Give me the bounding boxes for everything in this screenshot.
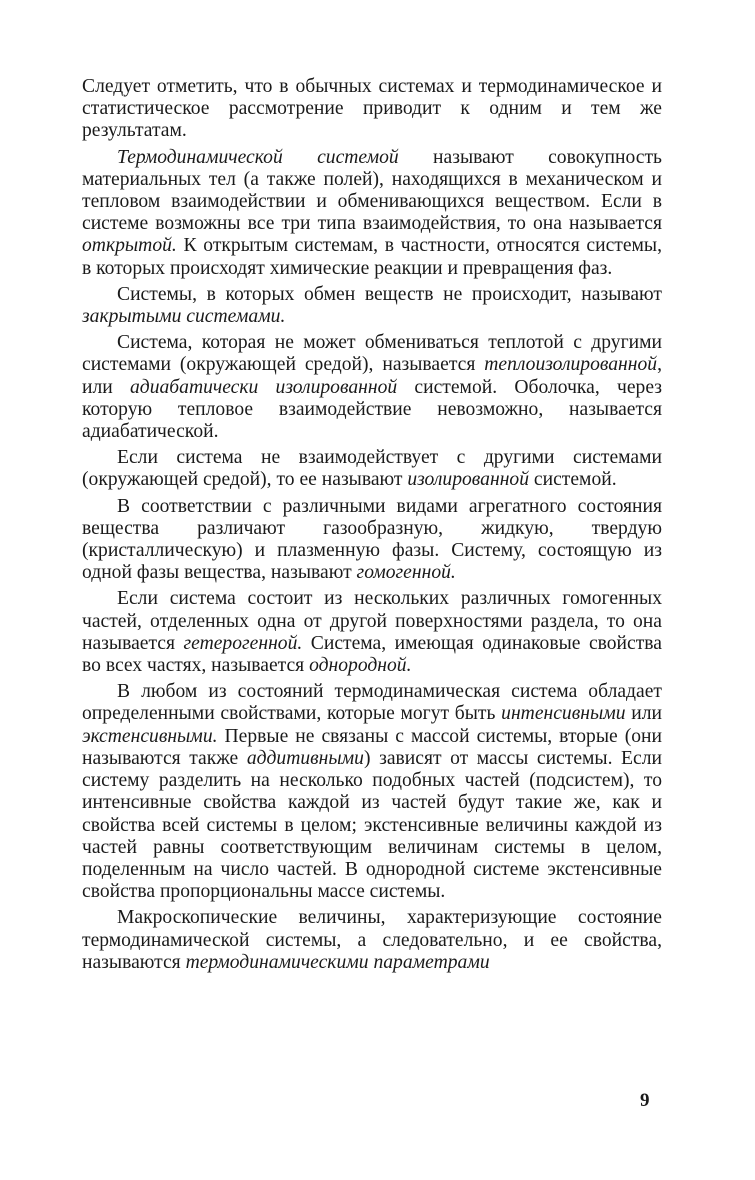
- text-run: Системы, в которых обмен веществ не происходит, называют: [117, 283, 662, 305]
- italic-term: экстенсивными.: [82, 725, 218, 747]
- text-run: Первые не связаны с массой системы, вторые (они называются также: [82, 725, 662, 769]
- page-number: 9: [640, 1090, 650, 1111]
- italic-term: однородной.: [309, 655, 412, 677]
- paragraph: [82, 496, 662, 585]
- paragraph: [82, 681, 662, 903]
- paragraph: [82, 284, 662, 328]
- paragraph: [82, 447, 662, 491]
- paragraph: [82, 907, 662, 974]
- paragraph: [82, 147, 662, 280]
- italic-term: закрытыми системами.: [82, 306, 286, 328]
- italic-term: термодинамическими параметрами: [185, 951, 490, 973]
- italic-term: адиабатически изолированной: [129, 376, 398, 398]
- text-run: Следует отметить, что в обычных системах и термодинамическое и статистическое рассмотрение приводит к одним и тем же результатам.: [82, 76, 662, 142]
- text-run: В соответствии с различными видами агрегатного состояния вещества различают газообразную, жидкую, твердую (кристаллическую) и плазменную фазы. Систему, состоящую из одной фазы вещества, называют: [82, 495, 662, 584]
- italic-term: изолированной: [407, 469, 530, 491]
- paragraph: [82, 76, 662, 143]
- text-run: К открытым системам, в частности, относятся системы, в которых происходят химические реакции и превращения фаз.: [82, 235, 662, 279]
- text-run: Система, имеющая одинаковые свойства во всех частях, называется: [82, 632, 662, 677]
- text-run: , или: [82, 354, 662, 398]
- text-run: ) зависят от массы системы. Если систему разделить на несколько подобных частей (подсистем), то интенсивные свойства каждой из частей будут такие же, как и свойства всей системы в целом; экстенсивные величины каждой из частей равны соответствующим величинам системы в целом, поделенным на число частей. В однородной системе экстенсивные свойства пропорциональны массе системы.: [82, 747, 662, 903]
- text-run: или: [625, 703, 662, 725]
- paragraph: [82, 588, 662, 677]
- italic-term: открытой.: [82, 235, 177, 257]
- body-text: [82, 76, 662, 974]
- text-run: называют совокупность материальных тел (а также полей), находящихся в механическом и тепловом взаимодействии и обменивающихся веществом. Если в системе возможны все три типа взаимодействия, то она называется: [82, 146, 662, 235]
- text-run: Система, которая не может обмениваться теплотой с другими системами (окружающей средой), называется: [82, 332, 662, 376]
- italic-term: гетерогенной.: [183, 632, 303, 654]
- text-run: системой. Оболочка, через которую тепловое взаимодействие невозможно, называется адиабатической.: [82, 376, 662, 443]
- italic-term: интенсивными: [501, 703, 626, 725]
- text-run: Если система состоит из нескольких различных гомогенных частей, отделенных одна от другой поверхностями раздела, то она называется: [82, 588, 662, 654]
- italic-term: гомогенной.: [356, 562, 456, 584]
- italic-term: аддитивными: [246, 747, 364, 769]
- italic-term: теплоизолированной: [484, 354, 658, 376]
- text-run: Если система не взаимодействует с другими системами (окружающей средой), то ее называют: [82, 447, 662, 491]
- paragraph: [82, 332, 662, 443]
- italic-term: Термодинамической системой: [117, 146, 399, 168]
- text-run: Макроскопические величины, характеризующие состояние термодинамической системы, а следовательно, и ее свойства, называются: [82, 907, 662, 973]
- text-run: В любом из состояний термодинамическая система обладает определенными свойствами, которые могут быть: [82, 681, 662, 725]
- text-run: системой.: [529, 469, 617, 491]
